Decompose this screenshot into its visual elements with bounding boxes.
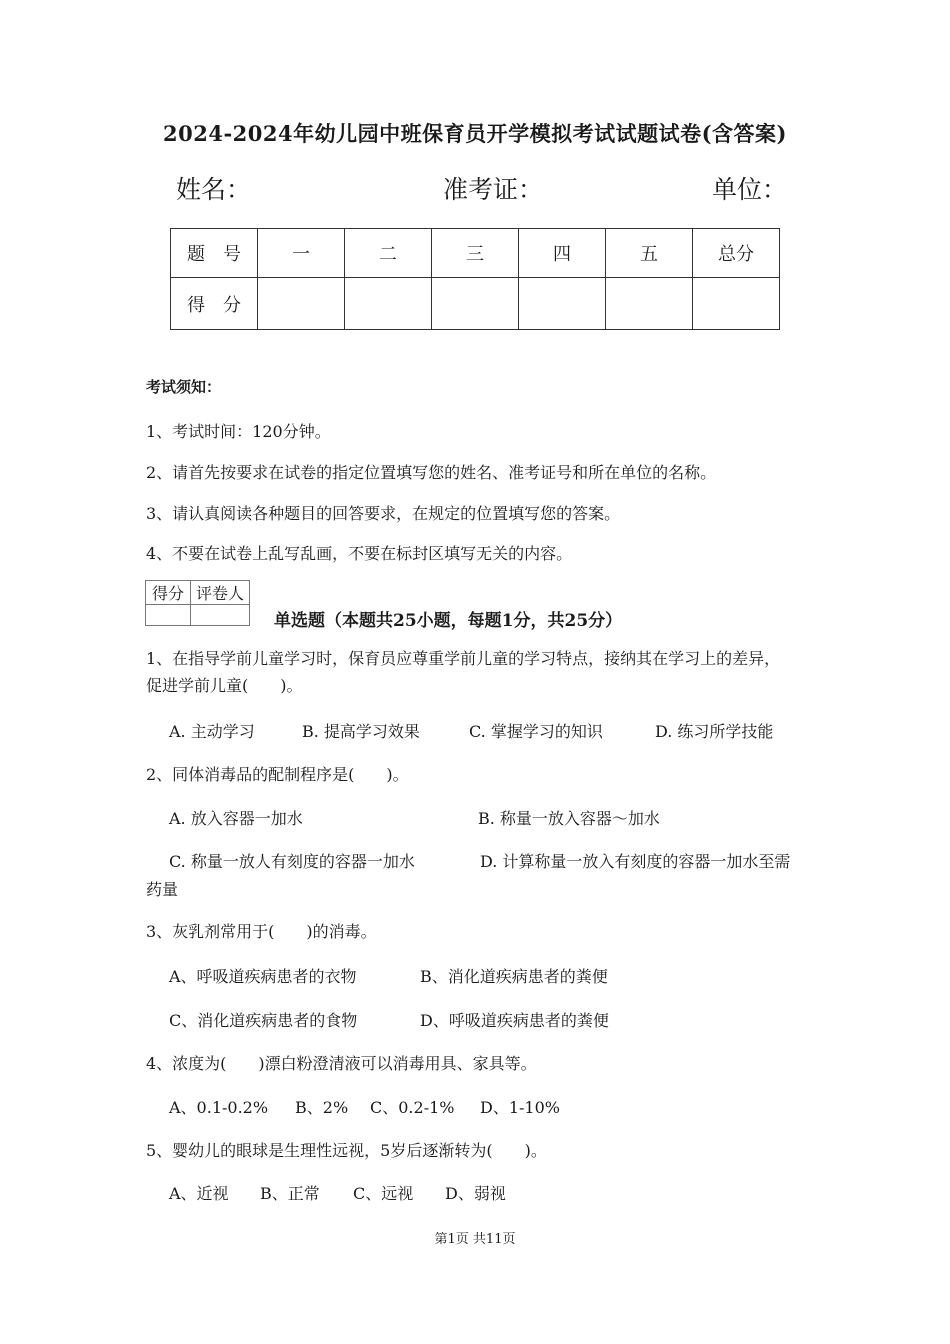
answer-option[interactable]: A. 主动学习: [169, 722, 255, 741]
score-table-cell: 二: [345, 229, 432, 278]
question-stem: 5、婴幼儿的眼球是生理性远视，5岁后逐渐转为( )。: [146, 1141, 547, 1160]
exam-number-field-label: 准考证：: [443, 175, 544, 204]
question-stem: 2、同体消毒品的配制程序是( )。: [146, 765, 409, 784]
answer-option[interactable]: A. 放入容器一加水: [169, 809, 303, 828]
answer-option[interactable]: C. 称量一放人有刻度的容器一加水: [169, 852, 415, 871]
answer-option[interactable]: C、0.2-1%: [370, 1098, 455, 1117]
question-stem: 3、灰乳剂常用于( )的消毒。: [146, 922, 377, 941]
score-table-cell: 四: [519, 229, 606, 278]
answer-option[interactable]: A、呼吸道疾病患者的衣物: [169, 967, 357, 986]
grader-score-label: 得分: [146, 581, 191, 605]
grader-reviewer-label: 评卷人: [191, 581, 250, 605]
score-table-score-row: [171, 278, 780, 330]
answer-option[interactable]: C、远视: [353, 1184, 414, 1203]
score-table-cell: 题 号: [171, 229, 258, 278]
question-stem: 4、浓度为( )漂白粉澄清液可以消毒用具、家具等。: [146, 1054, 537, 1073]
answer-option[interactable]: D、1-10%: [480, 1098, 560, 1117]
score-input-cell[interactable]: [258, 278, 345, 330]
answer-option[interactable]: B. 提高学习效果: [302, 722, 420, 741]
answer-option[interactable]: D. 练习所学技能: [655, 722, 774, 741]
answer-option[interactable]: B. 称量一放入容器～加水: [478, 809, 660, 828]
score-input-cell[interactable]: [432, 278, 519, 330]
score-input-cell[interactable]: [345, 278, 432, 330]
question-stem-line: 1、在指导学前儿童学习时，保育员应尊重学前儿童的学习特点，接纳其在学习上的差异，: [146, 649, 781, 668]
answer-option[interactable]: A、0.1-0.2%: [169, 1098, 269, 1117]
answer-option[interactable]: A、近视: [169, 1184, 229, 1203]
score-table: [170, 228, 780, 330]
score-input-cell[interactable]: [519, 278, 606, 330]
question-stem-line: 促进学前儿童( )。: [146, 676, 303, 695]
notice-item: 3、请认真阅读各种题目的回答要求，在规定的位置填写您的答案。: [146, 504, 621, 523]
score-table-header-row: [171, 229, 780, 278]
answer-option[interactable]: D、弱视: [445, 1184, 506, 1203]
section-title: 单选题（本题共25小题，每题1分，共25分）: [274, 611, 623, 631]
answer-option[interactable]: B、正常: [260, 1184, 320, 1203]
score-table-cell: 得 分: [171, 278, 258, 330]
question-stem: [146, 645, 816, 699]
notice-heading: 考试须知：: [146, 378, 222, 396]
grader-reviewer-cell[interactable]: [191, 605, 250, 626]
answer-option[interactable]: D、呼吸道疾病患者的粪便: [420, 1011, 609, 1030]
grader-score-cell[interactable]: [146, 605, 191, 626]
answer-option[interactable]: B、2%: [295, 1098, 349, 1117]
score-input-cell[interactable]: [693, 278, 780, 330]
notice-item: 1、考试时间：120分钟。: [146, 422, 331, 441]
score-table-cell: 五: [606, 229, 693, 278]
answer-option[interactable]: B、消化道疾病患者的粪便: [420, 967, 608, 986]
notice-item: 4、不要在试卷上乱写乱画，不要在标封区填写无关的内容。: [146, 544, 573, 563]
notice-item: 2、请首先按要求在试卷的指定位置填写您的姓名、准考证号和所在单位的名称。: [146, 463, 717, 482]
name-field-label: 姓名：: [176, 175, 252, 204]
score-table-cell: 三: [432, 229, 519, 278]
answer-option-wrap: 药量: [146, 880, 179, 899]
exam-title: 2024-2024年幼儿园中班保育员开学模拟考试试题试卷(含答案): [163, 121, 787, 146]
grader-table: [145, 580, 250, 626]
score-input-cell[interactable]: [606, 278, 693, 330]
unit-field-label: 单位：: [712, 175, 788, 204]
answer-option[interactable]: C. 掌握学习的知识: [469, 722, 603, 741]
answer-option[interactable]: C、消化道疾病患者的食物: [169, 1011, 358, 1030]
score-table-cell: 一: [258, 229, 345, 278]
page-footer: 第1页 共11页: [434, 1232, 516, 1247]
answer-option[interactable]: D. 计算称量一放入有刻度的容器一加水至需: [480, 852, 791, 871]
score-table-cell: 总分: [693, 229, 780, 278]
